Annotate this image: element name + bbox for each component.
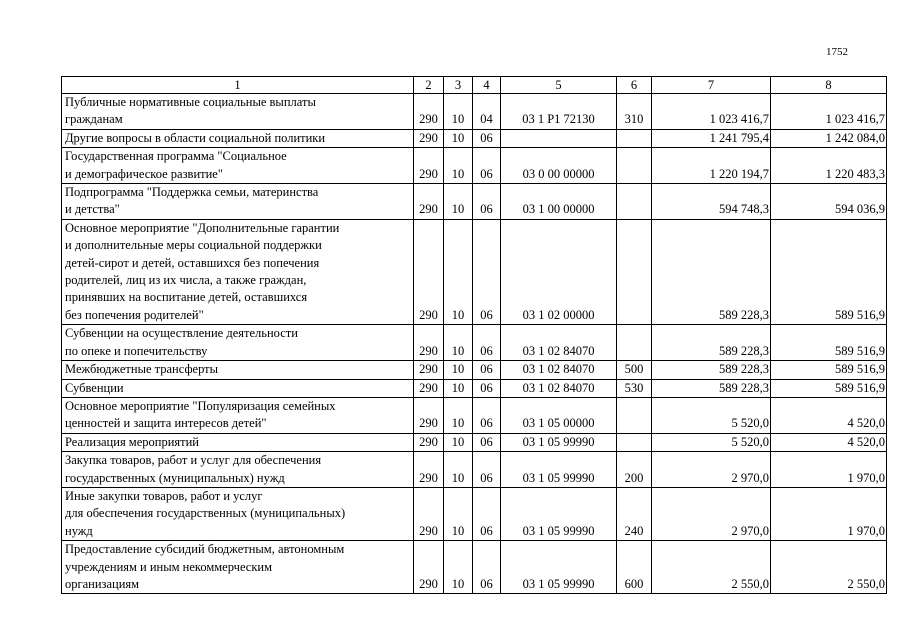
- section-code-cell: 290: [414, 361, 444, 379]
- subdivision-code-cell: 06: [473, 219, 501, 324]
- subdivision-code-cell: 06: [473, 361, 501, 379]
- amount-cell-col8: 2 550,0: [771, 541, 887, 594]
- amount-cell-col7: 589 228,3: [652, 219, 771, 324]
- row-name-cell: Субвенции на осуществление деятельности по опеке и попечительству: [62, 325, 414, 361]
- expense-type-cell: 500: [617, 361, 652, 379]
- row-name-cell: Подпрограмма "Поддержка семьи, материнства и детства": [62, 184, 414, 220]
- amount-cell-col8: 4 520,0: [771, 433, 887, 451]
- section-code-cell: 290: [414, 325, 444, 361]
- division-code-cell: 10: [444, 379, 473, 397]
- division-code-cell: 10: [444, 148, 473, 184]
- budget-table: [61, 76, 887, 594]
- division-code-cell: 10: [444, 361, 473, 379]
- table-row: [62, 361, 887, 379]
- table-row: [62, 397, 887, 433]
- subdivision-code-cell: 06: [473, 379, 501, 397]
- section-code-cell: 290: [414, 541, 444, 594]
- expense-type-cell: 310: [617, 94, 652, 130]
- amount-cell-col8: 589 516,9: [771, 361, 887, 379]
- row-name-cell: Предоставление субсидий бюджетным, автономным учреждениям и иным некоммерческим организациям: [62, 541, 414, 594]
- division-code-cell: 10: [444, 184, 473, 220]
- target-article-cell: [501, 129, 617, 147]
- table-row: [62, 219, 887, 324]
- column-header: 7: [652, 77, 771, 94]
- section-code-cell: 290: [414, 433, 444, 451]
- division-code-cell: 10: [444, 452, 473, 488]
- column-header: 5: [501, 77, 617, 94]
- subdivision-code-cell: 06: [473, 541, 501, 594]
- expense-type-cell: [617, 397, 652, 433]
- amount-cell-col7: 589 228,3: [652, 361, 771, 379]
- target-article-cell: 03 1 02 00000: [501, 219, 617, 324]
- amount-cell-col8: 589 516,9: [771, 219, 887, 324]
- section-code-cell: 290: [414, 184, 444, 220]
- division-code-cell: 10: [444, 129, 473, 147]
- section-code-cell: 290: [414, 129, 444, 147]
- column-header: 2: [414, 77, 444, 94]
- target-article-cell: 03 1 02 84070: [501, 361, 617, 379]
- subdivision-code-cell: 06: [473, 184, 501, 220]
- row-name-cell: Государственная программа "Социальное и демографическое развитие": [62, 148, 414, 184]
- table-row: [62, 433, 887, 451]
- amount-cell-col7: 1 241 795,4: [652, 129, 771, 147]
- target-article-cell: 03 1 P1 72130: [501, 94, 617, 130]
- row-name-cell: Другие вопросы в области социальной политики: [62, 129, 414, 147]
- table-row: [62, 541, 887, 594]
- amount-cell-col7: 1 220 194,7: [652, 148, 771, 184]
- target-article-cell: 03 0 00 00000: [501, 148, 617, 184]
- table-row: [62, 452, 887, 488]
- amount-cell-col8: 1 242 084,0: [771, 129, 887, 147]
- row-name-cell: Межбюджетные трансферты: [62, 361, 414, 379]
- division-code-cell: 10: [444, 487, 473, 540]
- amount-cell-col7: 2 550,0: [652, 541, 771, 594]
- subdivision-code-cell: 06: [473, 487, 501, 540]
- expense-type-cell: [617, 129, 652, 147]
- table-row: [62, 379, 887, 397]
- amount-cell-col7: 589 228,3: [652, 379, 771, 397]
- table-row: [62, 487, 887, 540]
- column-header: 6: [617, 77, 652, 94]
- amount-cell-col8: 4 520,0: [771, 397, 887, 433]
- division-code-cell: 10: [444, 397, 473, 433]
- row-name-cell: Публичные нормативные социальные выплаты гражданам: [62, 94, 414, 130]
- row-name-cell: Основное мероприятие "Популяризация семейных ценностей и защита интересов детей": [62, 397, 414, 433]
- amount-cell-col7: 2 970,0: [652, 487, 771, 540]
- section-code-cell: 290: [414, 219, 444, 324]
- row-name-cell: Субвенции: [62, 379, 414, 397]
- amount-cell-col8: 1 023 416,7: [771, 94, 887, 130]
- section-code-cell: 290: [414, 397, 444, 433]
- section-code-cell: 290: [414, 487, 444, 540]
- subdivision-code-cell: 04: [473, 94, 501, 130]
- subdivision-code-cell: 06: [473, 129, 501, 147]
- amount-cell-col7: 1 023 416,7: [652, 94, 771, 130]
- page-number: 1752: [826, 46, 848, 58]
- amount-cell-col8: 589 516,9: [771, 379, 887, 397]
- subdivision-code-cell: 06: [473, 325, 501, 361]
- division-code-cell: 10: [444, 94, 473, 130]
- amount-cell-col8: 1 220 483,3: [771, 148, 887, 184]
- section-code-cell: 290: [414, 94, 444, 130]
- column-header: 3: [444, 77, 473, 94]
- section-code-cell: 290: [414, 452, 444, 488]
- target-article-cell: 03 1 05 99990: [501, 541, 617, 594]
- amount-cell-col7: 5 520,0: [652, 433, 771, 451]
- target-article-cell: 03 1 00 00000: [501, 184, 617, 220]
- subdivision-code-cell: 06: [473, 148, 501, 184]
- target-article-cell: 03 1 05 99990: [501, 433, 617, 451]
- amount-cell-col7: 589 228,3: [652, 325, 771, 361]
- expense-type-cell: [617, 184, 652, 220]
- amount-cell-col7: 5 520,0: [652, 397, 771, 433]
- expense-type-cell: [617, 325, 652, 361]
- column-header: 1: [62, 77, 414, 94]
- subdivision-code-cell: 06: [473, 397, 501, 433]
- expense-type-cell: 600: [617, 541, 652, 594]
- header-row: [62, 77, 887, 94]
- subdivision-code-cell: 06: [473, 433, 501, 451]
- amount-cell-col7: 594 748,3: [652, 184, 771, 220]
- amount-cell-col8: 589 516,9: [771, 325, 887, 361]
- table-row: [62, 148, 887, 184]
- column-header: 4: [473, 77, 501, 94]
- target-article-cell: 03 1 05 99990: [501, 452, 617, 488]
- column-header: 8: [771, 77, 887, 94]
- target-article-cell: 03 1 02 84070: [501, 379, 617, 397]
- expense-type-cell: [617, 219, 652, 324]
- table-row: [62, 325, 887, 361]
- expense-type-cell: 240: [617, 487, 652, 540]
- expense-type-cell: 530: [617, 379, 652, 397]
- division-code-cell: 10: [444, 219, 473, 324]
- row-name-cell: Закупка товаров, работ и услуг для обеспечения государственных (муниципальных) нужд: [62, 452, 414, 488]
- section-code-cell: 290: [414, 148, 444, 184]
- expense-type-cell: 200: [617, 452, 652, 488]
- amount-cell-col8: 1 970,0: [771, 487, 887, 540]
- table-row: [62, 94, 887, 130]
- amount-cell-col7: 2 970,0: [652, 452, 771, 488]
- amount-cell-col8: 594 036,9: [771, 184, 887, 220]
- subdivision-code-cell: 06: [473, 452, 501, 488]
- amount-cell-col8: 1 970,0: [771, 452, 887, 488]
- row-name-cell: Реализация мероприятий: [62, 433, 414, 451]
- expense-type-cell: [617, 148, 652, 184]
- division-code-cell: 10: [444, 433, 473, 451]
- section-code-cell: 290: [414, 379, 444, 397]
- target-article-cell: 03 1 02 84070: [501, 325, 617, 361]
- target-article-cell: 03 1 05 99990: [501, 487, 617, 540]
- division-code-cell: 10: [444, 325, 473, 361]
- target-article-cell: 03 1 05 00000: [501, 397, 617, 433]
- division-code-cell: 10: [444, 541, 473, 594]
- row-name-cell: Основное мероприятие "Дополнительные гарантии и дополнительные меры социальной поддержки детей-сирот и детей, оставшихся без попечения родителей, лиц из их числа, а также граждан, принявших на воспитание детей, оставшихся без попечения родителей": [62, 219, 414, 324]
- row-name-cell: Иные закупки товаров, работ и услуг для обеспечения государственных (муниципальных) нужд: [62, 487, 414, 540]
- expense-type-cell: [617, 433, 652, 451]
- table-row: [62, 129, 887, 147]
- table-row: [62, 184, 887, 220]
